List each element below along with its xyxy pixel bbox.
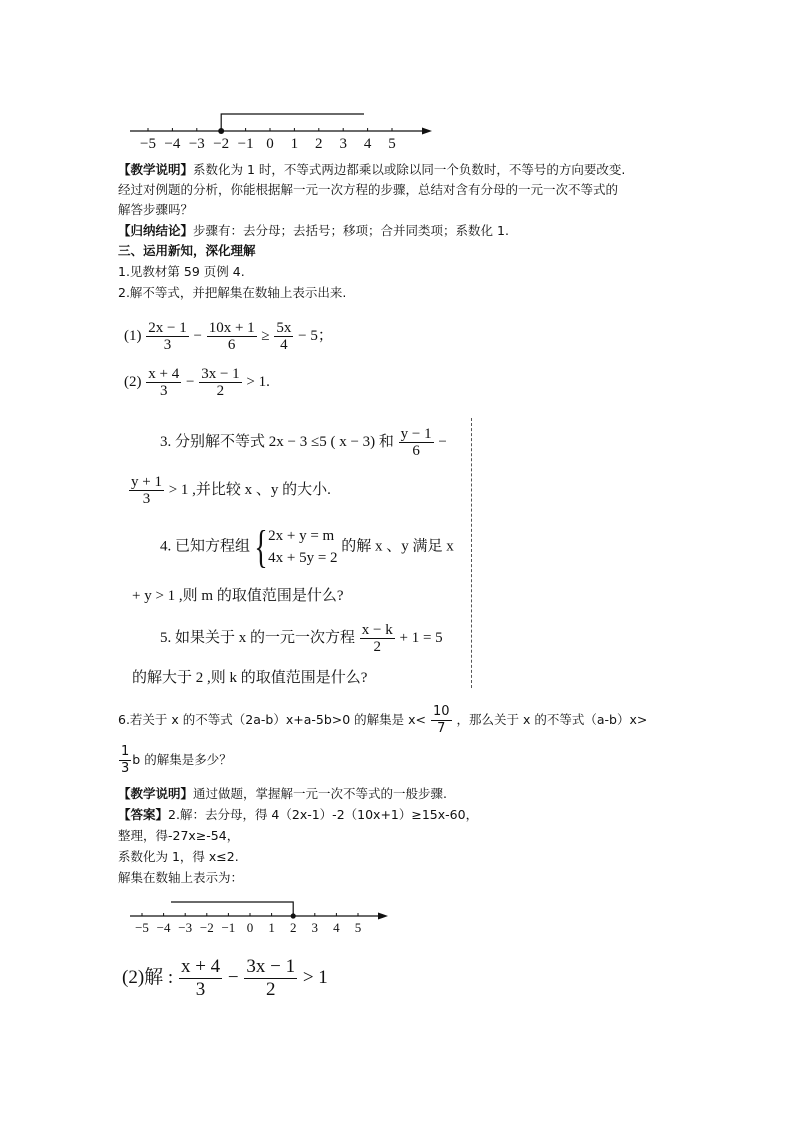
teach-note-1-line3: 解答步骤吗？ (118, 202, 194, 217)
tick-label: −2 (213, 136, 230, 152)
denominator: 4 (280, 337, 288, 353)
tick-label: −5 (135, 920, 149, 935)
numerator: 5x (276, 320, 292, 336)
question-5-line2: 的解大于 2 ,则 k 的取值范围是什么? (132, 670, 368, 686)
question-6-text-2: ，那么关于 x 的不等式（a-b）x> (456, 712, 648, 727)
tick-label: 3 (339, 136, 347, 152)
teach-note-1-line1: 系数化为 1 时，不等式两边都乘以或除以同一个负数时，不等号的方向要改变. (193, 162, 626, 177)
fraction (431, 704, 452, 737)
equation-system (268, 525, 337, 569)
tick-label: −4 (156, 920, 171, 935)
section-3-title: 三、运用新知，深化理解 (118, 243, 256, 258)
fraction (360, 622, 395, 655)
tick-label: 5 (388, 136, 396, 152)
number-line-2 (120, 894, 400, 938)
equation-2: 4x + 5y = 2 (268, 550, 338, 566)
operator: − (227, 966, 239, 988)
tick-label: −3 (178, 920, 193, 935)
operator: − (193, 327, 202, 344)
numerator: 10x + 1 (208, 320, 255, 336)
question-3-text-2: > 1 ,并比较 x 、y 的大小. (168, 481, 331, 498)
number-line-2-arrow (378, 913, 388, 920)
denominator: 3 (159, 383, 168, 399)
conclusion (118, 221, 509, 241)
denominator: 3 (121, 761, 130, 776)
fraction (129, 474, 164, 507)
inequality-1-label: (1) (124, 327, 142, 344)
question-6-text: 6.若关于 x 的不等式（2a-b）x+a-5b>0 的解集是 x< (118, 712, 427, 727)
operator: − (185, 373, 195, 390)
item-1: 1.见教材第 59 页例 4. (118, 264, 245, 279)
tick-label: 3 (311, 920, 319, 935)
operator: − (438, 433, 447, 450)
solution-2 (122, 956, 328, 1001)
answer (118, 805, 478, 825)
denominator: 2 (373, 639, 381, 655)
question-6-line2 (118, 744, 232, 777)
numerator: 3x − 1 (201, 366, 240, 382)
number-line-1-endpoint (218, 128, 224, 134)
numerator: y + 1 (131, 474, 162, 490)
teach-note-2-text: 通过做题，掌握解一元一次不等式的一般步骤. (193, 786, 447, 801)
teach-note-2 (118, 784, 447, 804)
number-line-1-solution-bracket (221, 114, 364, 131)
margin-divider (471, 418, 472, 688)
tick-label: 2 (289, 920, 297, 935)
question-4-text-2: 的解 x 、y 满足 x (341, 538, 454, 555)
denominator: 2 (216, 383, 225, 399)
fraction (119, 744, 131, 777)
numerator: x + 4 (148, 366, 180, 382)
question-6 (118, 704, 647, 737)
inequality-tail: − 5； (298, 327, 333, 344)
number-line-2-endpoint (291, 913, 296, 918)
fraction (244, 956, 297, 1001)
teach-note-1-tag: 【教学说明】 (118, 162, 194, 177)
tick-label: −5 (140, 136, 156, 152)
question-3-text: 3. 分别解不等式 2x − 3 ≤5 ( x − 3) 和 (160, 433, 394, 450)
tick-label: 1 (290, 136, 299, 152)
inequality-2 (124, 366, 270, 399)
question-5-text-2: + 1 = 5 (399, 629, 443, 646)
question-5 (160, 622, 443, 655)
answer-tag: 【答案】 (118, 807, 169, 822)
tick-label: 4 (363, 136, 372, 152)
question-4-line2: + y > 1 ,则 m 的取值范围是什么? (132, 588, 344, 604)
numerator: 1 (121, 744, 130, 759)
numerator: x + 4 (180, 956, 221, 977)
question-4-text: 4. 已知方程组 (160, 538, 251, 555)
numerator: y − 1 (400, 426, 432, 442)
tick-label: 1 (268, 920, 275, 935)
denominator: 3 (163, 337, 172, 353)
fraction (207, 320, 257, 353)
numerator: 2x − 1 (148, 320, 187, 336)
fraction (179, 956, 222, 1001)
solution-tail: > 1 (302, 966, 328, 988)
teach-note-2-tag: 【教学说明】 (118, 786, 194, 801)
solution-2-label: (2)解 : (122, 966, 174, 988)
number-line-2-solution-bracket (171, 902, 293, 916)
denominator: 6 (227, 337, 236, 353)
inequality-2-label: (2) (124, 373, 142, 390)
answer-line-3: 系数化为 1，得 x≤2. (118, 849, 239, 864)
answer-line-4: 解集在数轴上表示为： (118, 870, 244, 885)
fraction (146, 320, 188, 353)
denominator: 3 (195, 979, 206, 1000)
answer-line-1: 2.解：去分母，得 4（2x-1）-2（10x+1）≥15x-60， (168, 807, 479, 822)
operator: ≥ (261, 327, 270, 344)
tick-label: 0 (266, 136, 274, 152)
numerator: 3x − 1 (246, 956, 296, 977)
fraction (146, 366, 181, 399)
system-brace: { (254, 521, 268, 572)
fraction (199, 366, 241, 399)
inequality-1 (124, 320, 333, 353)
question-6-text-3: b 的解集是多少？ (132, 752, 232, 767)
denominator: 7 (437, 721, 446, 736)
tick-label: −4 (164, 136, 181, 152)
tick-label: −3 (188, 136, 205, 152)
conclusion-text: 步骤有：去分母；去括号；移项；合并同类项；系数化 1. (193, 223, 509, 238)
tick-label: −1 (221, 920, 236, 935)
teach-note-1-line2: 经过对例题的分析，你能根据解一元一次方程的步骤，总结对含有分母的一元一次不等式的 (118, 182, 619, 197)
number-line-1 (120, 108, 440, 156)
item-2: 2.解不等式，并把解集在数轴上表示出来. (118, 285, 347, 300)
denominator: 3 (142, 491, 151, 507)
tick-label: 4 (333, 920, 340, 935)
question-3-line2 (128, 474, 331, 507)
denominator: 6 (412, 443, 420, 459)
conclusion-tag: 【归纳结论】 (118, 223, 194, 238)
question-4 (160, 521, 454, 572)
tick-label: 2 (315, 136, 323, 152)
inequality-tail: > 1. (246, 373, 270, 390)
number-line-1-arrow (422, 128, 432, 135)
tick-label: 0 (246, 920, 254, 935)
question-3 (160, 426, 447, 459)
fraction (274, 320, 293, 353)
question-5-text: 5. 如果关于 x 的一元一次方程 (160, 629, 356, 646)
teach-note-1 (118, 160, 625, 180)
fraction (399, 426, 434, 459)
tick-label: 5 (354, 920, 362, 935)
equation-1: 2x + y = m (268, 528, 335, 544)
numerator: x − k (361, 622, 393, 638)
answer-line-2: 整理，得-27x≥-54， (118, 828, 240, 843)
tick-label: −1 (237, 136, 254, 152)
tick-label: −2 (199, 920, 214, 935)
denominator: 2 (265, 979, 276, 1000)
numerator: 10 (433, 704, 450, 719)
